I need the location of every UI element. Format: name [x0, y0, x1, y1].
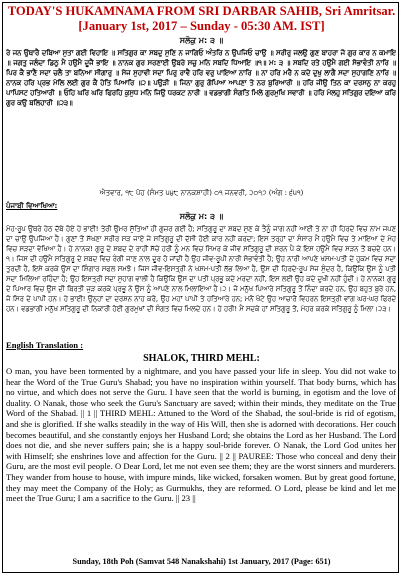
footer-date: Sunday, 18th Poh (Samvat 548 Nanakshahi) 1st January, 2017 (Page: 651): [72, 557, 331, 566]
gurbani-text: ਰੇ ਜਨ ਉਥਾਰੈ ਦਬਿਆ ਸੁਤਾ ਗਈ ਵਿਹਾਇ ॥ ਸਤਿਗੁਰ ਕਾ ਸਬਦੁ ਸੁਣਿ ਨ ਜਾਗਿਓ ਅੰਤਰਿ ਨ ਉਪਜਿਓ ਚਾਉ ॥ ਸਰੀਰੁ ਜਲਉ ਗੁਣ ਬਾਹਰਾ ਜੋ ਗੁਰ ਕਾਰ ਨ ਕਮਾਇ ॥ ਜਗਤੁ ਜਲੰਦਾ ਡਿਠੁ ਮੈ ਹਉਮੈ ਦੂਜੈ ਭਾਇ ॥ ਨਾਨਕ ਗੁਰ ਸਰਣਾਈ ਉਬਰੇ ਸਚੁ ਮਨਿ ਸਬਦਿ ਧਿਆਇ ॥੧॥ ਮ: ੩ ॥ ਸਬਦਿ ਰਤੇ ਹਉਮੈ ਗਈ ਸੋਭਾਵੰਤੀ ਨਾਰਿ ॥ ਪਿਰ ਕੈ ਭਾਣੈ ਸਦਾ ਚਲੈ ਤਾ ਬਨਿਆ ਸੀਗਾਰੁ ॥ ਸੇਜ ਸੁਹਾਵੀ ਸਦਾ ਪਿਰੁ ਰਾਵੈ ਹਰਿ ਵਰੁ ਪਾਇਆ ਨਾਰਿ ॥ ਨਾ ਹਰਿ ਮਰੈ ਨ ਕਦੇ ਦੁਖੁ ਲਾਗੈ ਸਦਾ ਸੁਹਾਗਣਿ ਨਾਰਿ ॥ ਨਾਨਕ ਹਰਿ ਪ੍ਰਭ ਮੇਲਿ ਲਈ ਗੁਰ ਕੈ ਹੇਤਿ ਪਿਆਰਿ ॥੨॥ ਪਉੜੀ ॥ ਜਿਨਾ ਗੁਰੁ ਗੋਪਿਆ ਆਪਣਾ ਤੇ ਨਰ ਬੁਰਿਆਰੀ ॥ ਹਰਿ ਜੀਉ ਤਿਨ ਕਾ ਦਰਸਨੁ ਨਾ ਕਰਹੁ ਪਾਪਿਸਟ ਹਤਿਆਰੀ ॥ ਓਹਿ ਘਰਿ ਘਰਿ ਫਿਰਹਿ ਕੁਸੁਧ ਮਨਿ ਜਿਉ ਧਰਕਟ ਨਾਰੀ ॥ ਵਡਭਾਗੀ ਸੰਗਤਿ ਮਿਲੇ ਗੁਰਮੁਖਿ ਸਵਾਰੀ ॥ ਹਰਿ ਮੇਲਹੁ ਸਤਿਗੁਰ ਦਇਆ ਕਰਿ ਗੁਰ ਕਉ ਬਲਿਹਾਰੀ ॥੨੩॥: [6, 49, 396, 107]
punjabi-text: ਮੋਹ-ਰੂਪ ਉਥਰੇ ਹੇਠ ਦੱਬੇ ਹੋਏ ਹੇ ਭਾਈ! ਤੇਰੀ ਉਮਰ ਸੁੱਤਿਆਂ ਹੀ ਗੁਜ਼ਰ ਗਈ ਹੈ; ਸਤਿਗੁਰੂ ਦਾ ਸ਼ਬਦ ਸੁਣ ਕੇ ਤੈਨੂੰ ਜਾਗ ਨਹੀਂ ਆਈ ਤੇ ਨਾ ਹੀ ਹਿਰਦੇ ਵਿਚ ਨਾਮ ਜਪਣ ਦਾ ਚਾਉ ਉਪਜਿਆ ਹੈ। ਗੁਣਾਂ ਤੋਂ ਸੱਖਣਾ ਸਰੀਰ ਸੜ ਜਾਏ ਜੇ ਸਤਿਗੁਰੂ ਦੀ ਦੱਸੀ ਹੋਈ ਕਾਰ ਨਹੀਂ ਕਰਦਾ; ਇਸ ਤਰ੍ਹਾਂ ਦਾ ਸੰਸਾਰ ਮੈਂ ਹਉਮੈ ਵਿਚ ਤੇ ਮਾਇਆ ਦੇ ਮੋਹ ਵਿਚ ਸੜਦਾ ਵੇਖਿਆ ਹੈ। ਹੇ ਨਾਨਕ! ਗੁਰੂ ਦੇ ਸ਼ਬਦ ਦੇ ਰਾਹੀਂ ਸੱਚੇ ਹਰੀ ਨੂੰ ਮਨ ਵਿਚ ਸਿਮਰ ਕੇ ਜੀਵ ਸਤਿਗੁਰੂ ਦੀ ਸ਼ਰਨ ਪੈ ਕੇ ਇਸ ਹਉਮੈ ਵਿਚ ਸੜਨ ਤੋਂ ਬਚਦੇ ਹਨ।੧। ਜਿਸ ਦੀ ਹਉਮੈ ਸਤਿਗੁਰੂ ਦੇ ਸ਼ਬਦ ਵਿਚ ਰੰਗੀ ਜਾਣ ਨਾਲ ਦੂਰ ਹੋ ਜਾਂਦੀ ਹੈ ਉਹ ਜੀਵ-ਰੂਪੀ ਨਾਰੀ ਸੋਭਾਵੰਤੀ ਹੈ; ਉਹ ਨਾਰੀ ਆਪਣੇ ਖਸਮ-ਪਤੀ ਦੇ ਹੁਕਮ ਵਿਚ ਸਦਾ ਤੁਰਦੀ ਹੈ, ਇਸੇ ਕਰਕੇ ਉਸ ਦਾ ਸ਼ਿੰਗਾਰ ਸਫਲ ਸਮਝੋ। ਜਿਸ ਜੀਵ-ਇਸਤ੍ਰੀ ਨੇ ਖਸਮ-ਪਤੀ ਲੱਭ ਲਿਆ ਹੈ, ਉਸ ਦੀ ਹਿਰਦੇ-ਰੂਪ ਸੇਜ ਸੁੰਦਰ ਹੈ, ਕਿਉਂਕਿ ਉਸ ਨੂੰ ਪਤੀ ਸਦਾ ਮਿਲਿਆ ਰਹਿੰਦਾ ਹੈ; ਉਹ ਇਸਤ੍ਰੀ ਸਦਾ ਸੁਹਾਗ ਵਾਲੀ ਹੈ ਕਿਉਂਕਿ ਉਸ ਦਾ ਪਤੀ ਪ੍ਰਭੂ ਕਦੇ ਮਰਦਾ ਨਹੀਂ, ਇਸ ਲਈ ਉਹ ਕਦੇ ਦੁਖੀ ਨਹੀਂ ਹੁੰਦੀ। ਹੇ ਨਾਨਕ! ਗੁਰੂ ਦੇ ਪਿਆਰ ਵਿਚ ਉਸ ਦੀ ਬਿਰਤੀ ਜੁੜ ਕਰਕੇ ਪ੍ਰਭੂ ਨੇ ਉਸ ਨੂੰ ਆਪਣੇ ਨਾਲ ਮਿਲਾਇਆ ਹੈ।੨। ਜੋ ਮਨੁੱਖ ਪਿਆਰੇ ਸਤਿਗੁਰੂ ਤੋਂ ਨਿੰਦਾ ਕਰਦੇ ਹਨ, ਉਹ ਬਹੁਤ ਬੁਰੇ ਹਨ, ਜੋ ਸਿਰ ਦੇ ਪਾਪੀ ਹਨ। ਹੇ ਭਾਈ! ਉਨ੍ਹਾਂ ਦਾ ਦਰਸ਼ਨ ਨਾਹ ਕਰੋ, ਉਹ ਮਹਾਂ ਪਾਪੀ ਤੇ ਹਤਿਆਰੇ ਹਨ; ਮਨੋਂ ਖੋਟੇ ਉਹ ਆਚਾਰੋਂ ਵਿਹਰਨ ਇਸਤ੍ਰੀ ਵਾਂਗ ਘਰ-ਘਰ ਫਿਰਦੇ ਹਨ। ਵਡਭਾਗੀ ਮਨੁੱਖ ਸਤਿਗੁਰੂ ਦੀ ਨਿਕਾਰੀ ਹੋਈ ਗੁਰਮੁਖਾਂ ਦੀ ਸੰਗਤ ਵਿਚ ਮਿਲਦੇ ਹਨ। ਹੇ ਹਰੀ! ਮੈਂ ਸਦਕੇ ਹਾਂ ਸਤਿਗੁਰੂ ਤੋਂ, ਮੇਹਰ ਕਰਕੇ ਸਤਿਗੁਰੂ ਨੂੰ ਮਿਲਾ।੨੩।: [6, 225, 396, 313]
english-heading: English Translation :: [6, 340, 84, 350]
page-date-title: [January 1st, 2017 – Sunday - 05:30 AM. IST]: [78, 19, 325, 33]
gurbani-heading: ਸਲੋਕੁ ਮ: ੩ ॥: [179, 36, 224, 45]
punjabi-sub-heading: ਸਲੋਕੁ ਮ: ੩ ॥: [179, 212, 224, 221]
punjabi-heading: ਪੰਜਾਬੀ ਵਿਆਖਿਆ:: [6, 202, 58, 210]
english-title: SHALOK, THIRD MEHL:: [143, 353, 260, 364]
english-text: O man, you have been tormented by a nightmare, and you have passed your life in sleep. You did not wake to hear the Word of the True Guru's Shabad; you have no inspiration within yourself. That body burns, which has no virtue, and which does not serve the Guru. I have seen that the world is burning, in egotism and the love of duality. O Nanak, those who seek the Guru's Sanctuary are saved; within their minds, they meditate on the True Word of the Shabad. || 1 || THIRD MEHL: Attuned to the Word of the Shabad, the soul-bride is rid of egotism, and she is glorified. If she walks steadily in the way of His Will, then she is adorned with decorations. Her couch becomes beautiful, and she constantly enjoys her Husband Lord; she obtains the Lord as her Husband. The Lord does not die, and she never suffers pain; she is a happy soul-bride forever. O Nanak, the Lord God unites her with Himself; she enshrines love and affection for the Guru. || 2 || PAUREE: Those who conceal and deny their Guru, are the most evil people. O Dear Lord, let me not even see them; they are the worst sinners and murderers. They wander from house to house, with impure minds, like wicked, forsaken women. But by great good fortune, they may meet the Company of the Holy; as Gurmukhs, they are reformed. O Lord, please be kind and let me meet the True Guru; I am a sacrifice to the Guru. || 23 ||: [6, 366, 396, 504]
page-title: TODAY'S HUKAMNAMA FROM SRI DARBAR SAHIB, Sri Amritsar.: [7, 4, 396, 18]
gurbani-date-line: ਐਤਵਾਰ, ੧੮ ਪੋਹ (ਸੰਮਤ ੫੪੮ ਨਾਨਕਸ਼ਾਹੀ) ੦੧ ਜਨਵਰੀ, ੨੦੧੭ (ਅੰਗ : ੬੫੧): [99, 189, 304, 197]
